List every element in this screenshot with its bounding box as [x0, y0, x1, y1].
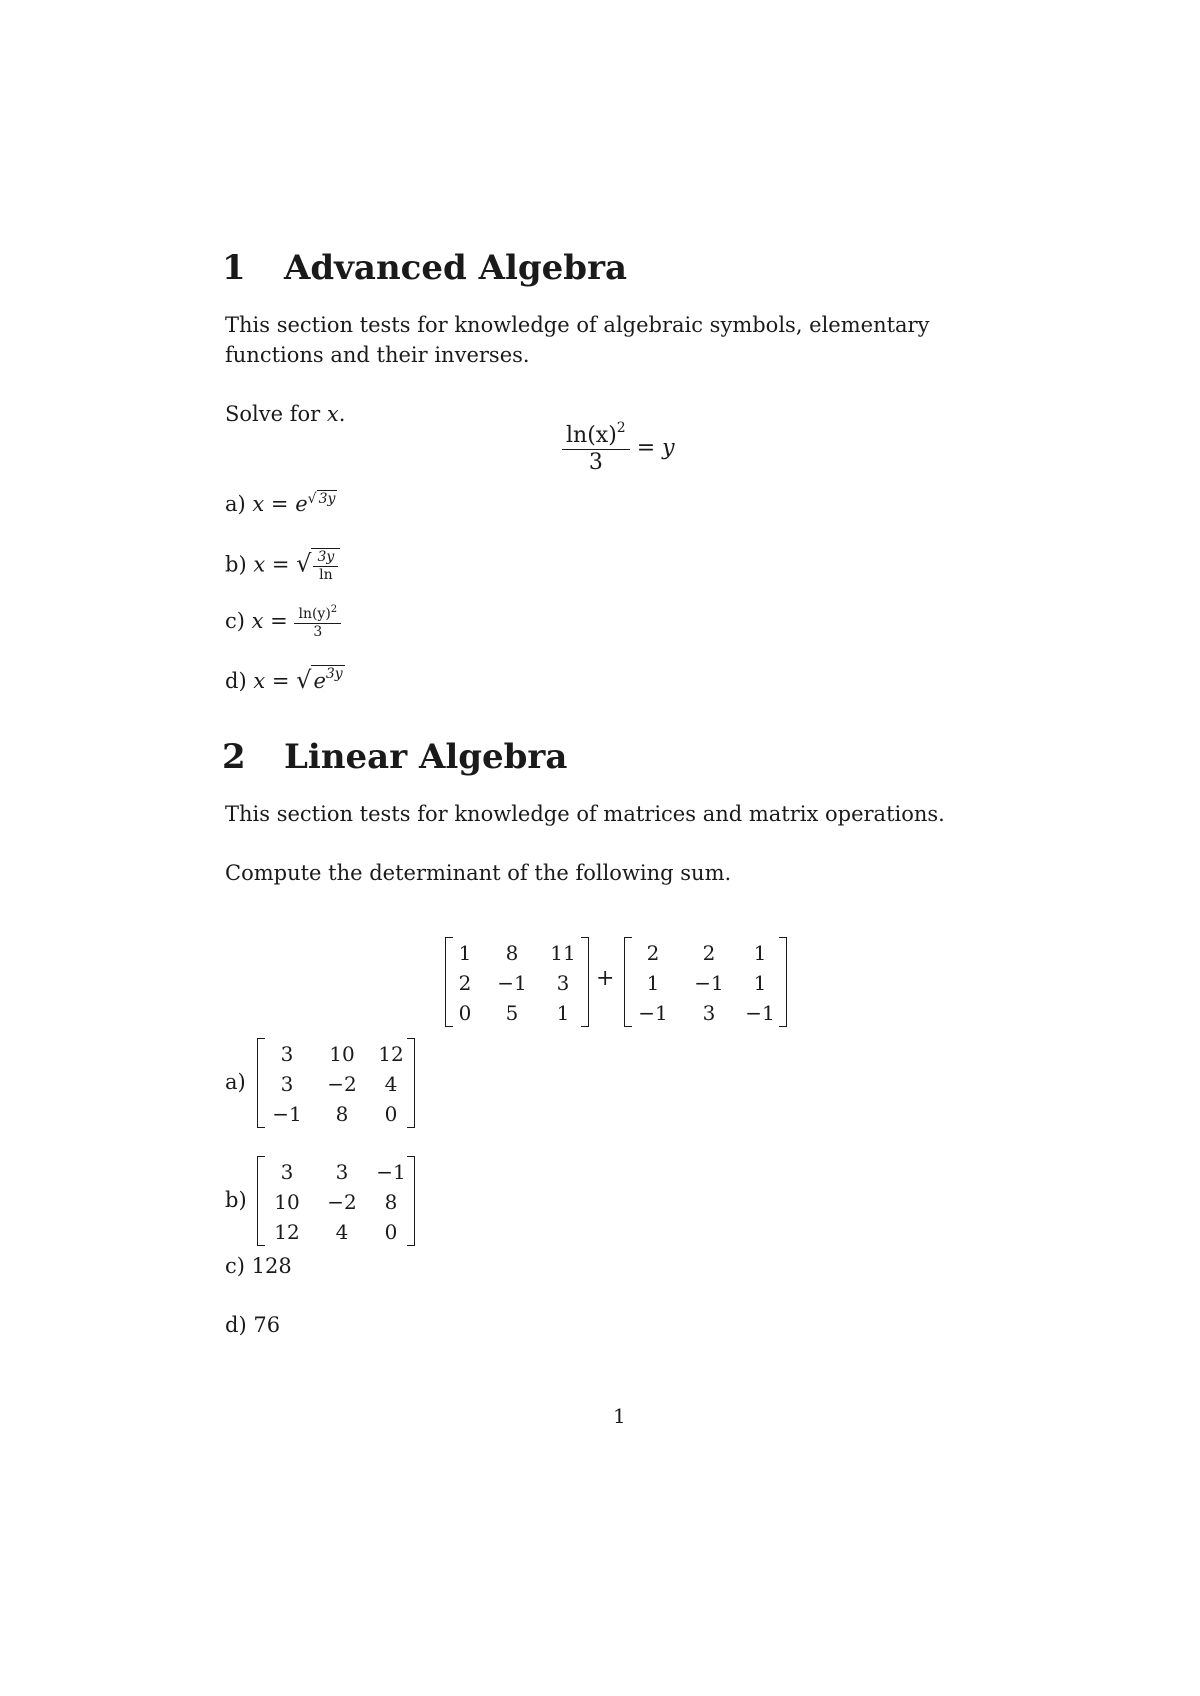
matrix-cell: 1: [458, 941, 472, 965]
matrix-cell: 8: [335, 1102, 349, 1126]
matrix-cell: 10: [329, 1042, 355, 1066]
matrix-cell: 0: [458, 1001, 472, 1025]
section-2-number: 2: [222, 737, 246, 777]
matrix-cell: −1: [694, 971, 724, 995]
matrix-cell: 4: [384, 1072, 398, 1096]
matrix-cell: 3: [335, 1160, 349, 1184]
section-2-title: Linear Algebra: [284, 737, 568, 777]
option-2d[interactable]: d) 76: [225, 1313, 281, 1337]
page-number: 1: [613, 1404, 626, 1428]
matrix-cell: 12: [274, 1220, 300, 1244]
option-1d[interactable]: d) $x = √e^{3y}$: [225, 666, 343, 694]
option-2b-matrix[interactable]: [257, 1156, 415, 1246]
matrix-cell: 0: [384, 1220, 398, 1244]
matrix-a: [445, 937, 589, 1027]
option-2a-matrix[interactable]: [257, 1038, 415, 1128]
matrix-cell: 1: [646, 971, 660, 995]
section-1-title: Advanced Algebra: [284, 248, 628, 288]
section-2-intro: This section tests for knowledge of matrices and matrix operations.: [225, 802, 945, 826]
matrix-cell: −1: [497, 971, 527, 995]
option-2b-label: b): [225, 1188, 247, 1212]
matrix-cell: 5: [505, 1001, 519, 1025]
matrix-cell: 12: [378, 1042, 404, 1066]
section-2-prompt: Compute the determinant of the following sum.: [225, 861, 732, 885]
matrix-cell: 0: [384, 1102, 398, 1126]
matrix-cell: −2: [327, 1072, 357, 1096]
option-1b[interactable]: b) x = √ $\frac{3y}{\ln}$: [225, 548, 340, 584]
matrix-cell: 2: [646, 941, 660, 965]
plus-sign: +: [596, 966, 615, 991]
section-1-equation: $\frac{\ln(x)^2}{3}$ = y: [562, 420, 675, 477]
section-1-prompt: Solve for x.: [225, 402, 346, 426]
matrix-cell: −1: [745, 1001, 775, 1025]
matrix-cell: 8: [505, 941, 519, 965]
matrix-cell: 2: [458, 971, 472, 995]
option-2a-label: a): [225, 1070, 246, 1094]
section-1-intro: This section tests for knowledge of algebraic symbols, elementary functions and their inverses.: [225, 313, 930, 367]
matrix-cell: 2: [702, 941, 716, 965]
matrix-cell: 3: [280, 1042, 294, 1066]
matrix-cell: 3: [280, 1072, 294, 1096]
option-2c[interactable]: c) 128: [225, 1254, 292, 1278]
option-1c[interactable]: c) x = $\frac{\ln(y)^2}{3}$: [225, 604, 341, 641]
matrix-cell: 3: [280, 1160, 294, 1184]
option-1a[interactable]: a) $x = e^{√ 3y}$: [225, 491, 336, 516]
matrix-cell: 3: [556, 971, 570, 995]
matrix-cell: −1: [376, 1160, 406, 1184]
matrix-cell: 1: [753, 941, 767, 965]
matrix-cell: 8: [384, 1190, 398, 1214]
section-1-number: 1: [222, 248, 246, 288]
matrix-cell: 11: [550, 941, 576, 965]
matrix-cell: 1: [753, 971, 767, 995]
matrix-b: [624, 937, 787, 1027]
matrix-cell: −2: [327, 1190, 357, 1214]
matrix-cell: 1: [556, 1001, 570, 1025]
matrix-cell: 3: [702, 1001, 716, 1025]
matrix-cell: 4: [335, 1220, 349, 1244]
matrix-cell: 10: [274, 1190, 300, 1214]
matrix-cell: −1: [272, 1102, 302, 1126]
matrix-cell: −1: [638, 1001, 668, 1025]
